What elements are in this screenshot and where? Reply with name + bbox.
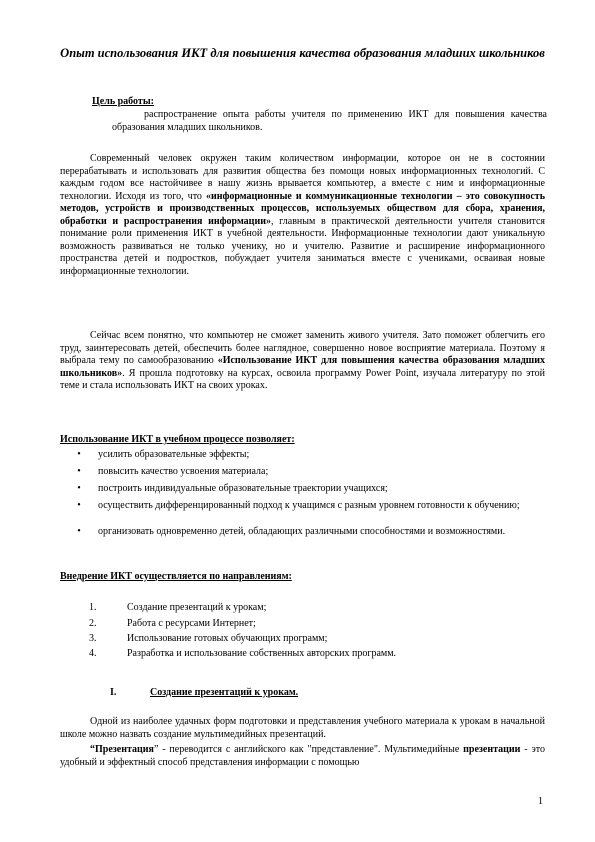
bullet-text: усилить образовательные эффекты; bbox=[98, 449, 250, 460]
direction-text: Разработка и использование собственных авторских программ. bbox=[127, 648, 397, 659]
second-text-1: Сейчас всем понятно, что компьютер не сможет заменить живого учителя. Зато поможет облегчить его труд, заинтересовать детей, обеспечить более наглядное, совершенно новое восприятие материала. Поэтому я выбрала тему по самообразованию bbox=[60, 330, 545, 367]
goal-label bbox=[60, 96, 545, 109]
directions-heading: Внедрение ИКТ осуществляется по направлениям: bbox=[60, 571, 292, 582]
section-heading bbox=[110, 686, 298, 699]
direction-item bbox=[89, 618, 545, 631]
bullet-item bbox=[60, 466, 545, 479]
intro-paragraph bbox=[60, 153, 545, 278]
bullet-text: организовать одновременно детей, обладающих различными способностями и возможностями. bbox=[98, 526, 506, 537]
page-title: Опыт использования ИКТ для повышения качества образования младших школьников bbox=[60, 46, 545, 60]
bullet-item bbox=[60, 526, 545, 539]
definition-paragraph bbox=[60, 744, 545, 769]
direction-text: Использование готовых обучающих программ; bbox=[127, 633, 328, 644]
direction-number: 3. bbox=[89, 633, 97, 644]
bullet-marker: • bbox=[77, 500, 81, 511]
direction-number: 1. bbox=[89, 602, 97, 613]
presentation-paragraph: Одной из наиболее удачных форм подготовки и представления учебного материала к урокам в начальной школе можно назвать создание мультимедийных презентаций. bbox=[60, 716, 545, 740]
intro-ict-definition: «информационные и коммуникационные технологии – это совокупность методов, устройств и производственных процессов, используемых обществом для сбора, хранения, обработки и распространения информации» bbox=[60, 190, 546, 227]
second-paragraph bbox=[60, 330, 545, 393]
bullet-item bbox=[60, 449, 545, 462]
page-number: 1 bbox=[538, 796, 543, 807]
goal-text: распространение опыта работы учителя по применению ИКТ для повышения качества образования младших школьников. bbox=[112, 109, 547, 133]
bullet-text: осуществить дифференцированный подход к учащимся с разным уровнем готовности к обучению; bbox=[98, 500, 520, 511]
direction-number: 4. bbox=[89, 648, 97, 659]
bullet-text: повысить качество усвоения материала; bbox=[98, 466, 269, 477]
definition-text-2: - это удобный и эффектный способ представления информации с помощью bbox=[60, 744, 545, 768]
second-text-2: . Я прошла подготовку на курсах, освоила программу Power Point, изучала литературу по этой теме и стала использовать ИКТ на своих уроках. bbox=[60, 367, 545, 392]
direction-text: Работа с ресурсами Интернет; bbox=[127, 618, 256, 629]
direction-item bbox=[89, 633, 545, 646]
intro-text-1: Современный человек окружен таким количеством информации, которое он не в состоянии перерабатывать и использовать для развития общества без помощи новых информационных технологий. С каждым годом все настойчивее в нашу жизнь врывается компьютер, а вместе с ним и информационные технологии. Исходя из того, что bbox=[60, 153, 545, 202]
bullet-marker: • bbox=[77, 483, 81, 494]
definition-term-2: презентации bbox=[463, 744, 521, 755]
bullet-marker: • bbox=[77, 466, 81, 477]
second-topic: «Использование ИКТ для повышения качества образования младших школьников» bbox=[60, 355, 545, 379]
direction-number: 2. bbox=[89, 618, 97, 629]
ict-heading: Использование ИКТ в учебном процессе позволяет: bbox=[60, 434, 295, 445]
section-number: I. bbox=[110, 687, 117, 698]
bullet-text: построить индивидуальные образовательные траектории учащихся; bbox=[98, 483, 388, 494]
bullet-item bbox=[60, 500, 545, 513]
direction-text: Создание презентаций к урокам; bbox=[127, 602, 267, 613]
definition-text-1: ” - переводится с английского как "представление". Мультимедийные bbox=[153, 744, 464, 755]
direction-item bbox=[89, 602, 545, 615]
bullet-marker: • bbox=[77, 526, 81, 537]
definition-term: “Презентация bbox=[90, 744, 154, 755]
section-title: Создание презентаций к урокам. bbox=[150, 687, 299, 698]
bullet-item bbox=[60, 483, 545, 496]
goal-label-text: Цель работы: bbox=[92, 96, 154, 107]
direction-item bbox=[89, 648, 545, 661]
intro-text-2: , главным в практической деятельности учителя становится понимание роли применения ИКТ в учебной деятельности. Информационные технологии дают уникальную возможность развиваться не только ученику, но и учителю. Развитие и расширение информационного пространства детей и подростков, побуждает учителя заниматься вместе с учениками, осваивая новые информационные технологии. bbox=[60, 215, 546, 277]
bullet-marker: • bbox=[77, 449, 81, 460]
